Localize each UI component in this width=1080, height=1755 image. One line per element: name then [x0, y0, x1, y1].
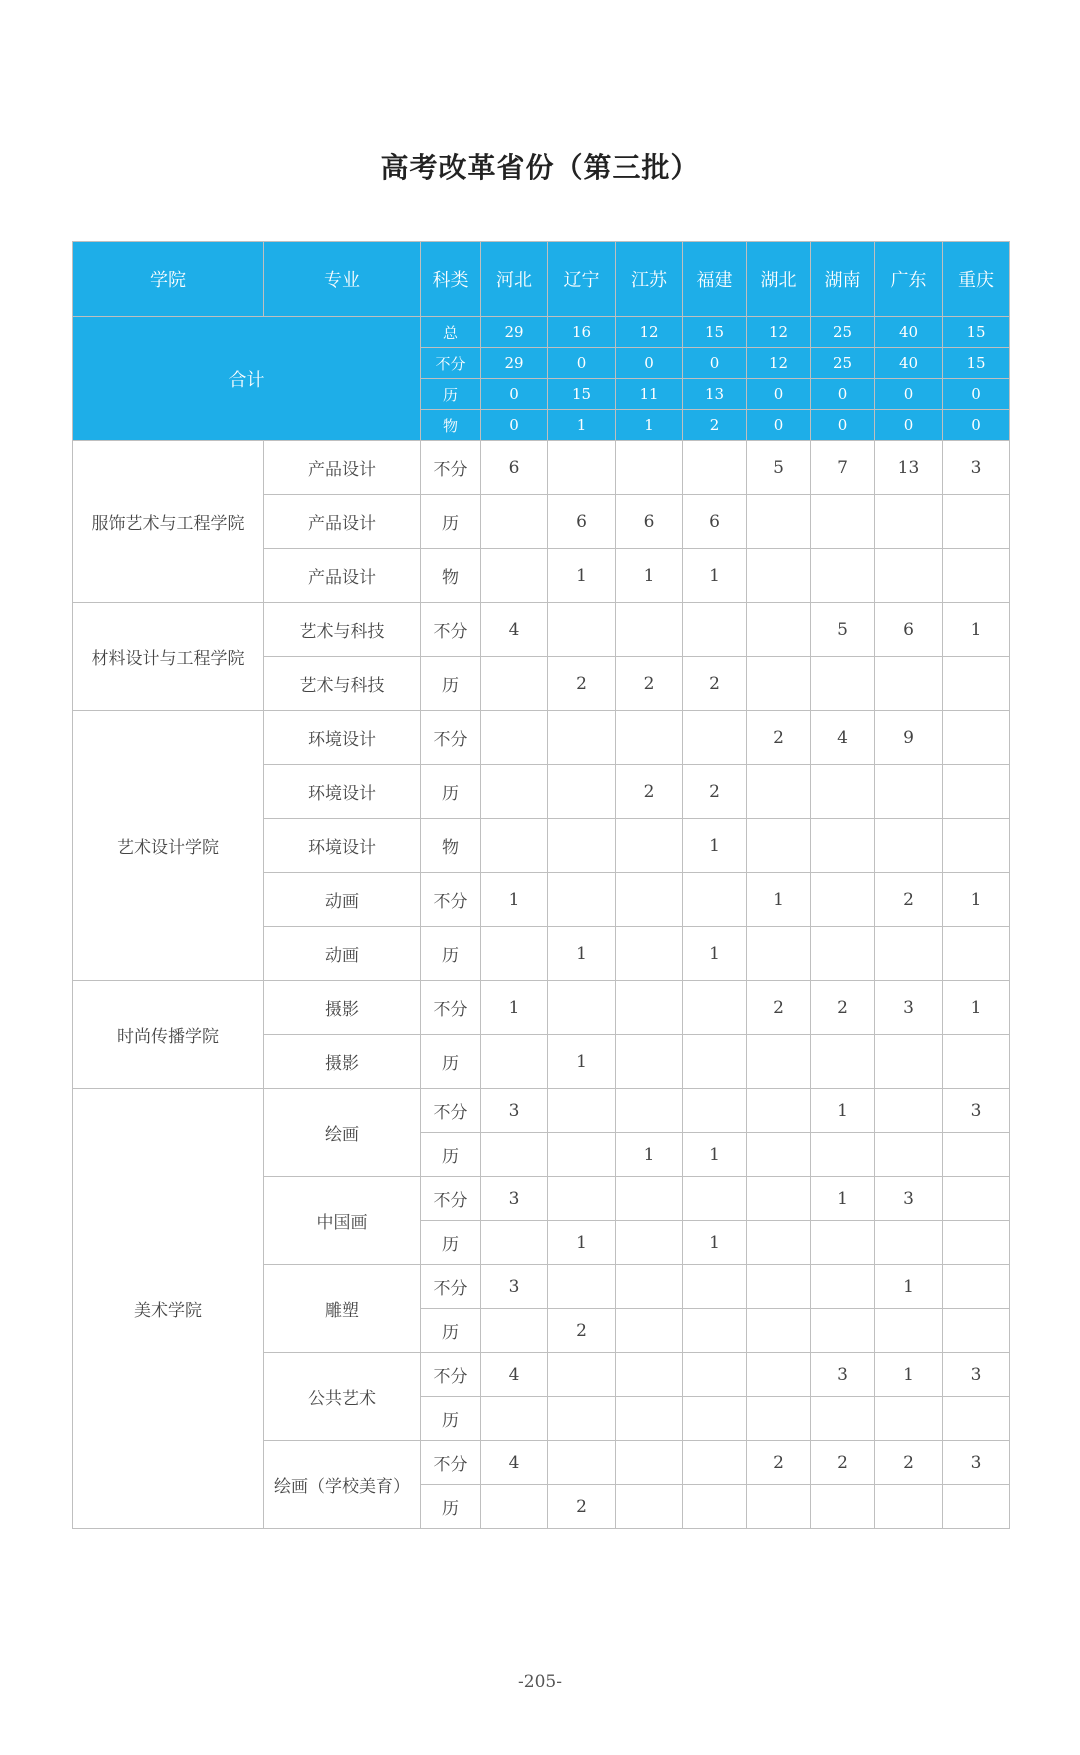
quota-cell	[683, 1485, 747, 1529]
quota-cell	[548, 1353, 616, 1397]
quota-cell: 2	[747, 981, 811, 1035]
quota-cell	[481, 1035, 548, 1089]
quota-cell	[875, 1089, 943, 1133]
summary-value: 0	[811, 379, 875, 410]
quota-cell: 1	[481, 981, 548, 1035]
major-name: 摄影	[264, 981, 421, 1035]
quota-cell: 5	[747, 441, 811, 495]
quota-cell: 13	[875, 441, 943, 495]
major-name: 环境设计	[264, 765, 421, 819]
category-cell: 不分	[421, 603, 481, 657]
quota-cell	[683, 981, 747, 1035]
quota-cell	[481, 1397, 548, 1441]
quota-cell	[481, 1133, 548, 1177]
quota-cell: 3	[875, 981, 943, 1035]
quota-cell: 1	[943, 981, 1010, 1035]
major-name: 动画	[264, 873, 421, 927]
quota-cell: 2	[875, 1441, 943, 1485]
category-cell: 历	[421, 927, 481, 981]
quota-cell: 1	[683, 549, 747, 603]
quota-cell	[875, 495, 943, 549]
summary-value: 25	[811, 317, 875, 348]
header-province: 湖北	[747, 242, 811, 317]
summary-value: 15	[943, 317, 1010, 348]
header-province: 广东	[875, 242, 943, 317]
quota-cell: 1	[811, 1089, 875, 1133]
quota-cell	[747, 549, 811, 603]
quota-cell	[943, 1133, 1010, 1177]
quota-cell	[875, 1133, 943, 1177]
quota-cell	[747, 1309, 811, 1353]
quota-cell: 1	[481, 873, 548, 927]
quota-cell: 2	[616, 657, 683, 711]
quota-cell: 1	[683, 819, 747, 873]
quota-cell	[481, 657, 548, 711]
quota-cell: 6	[548, 495, 616, 549]
quota-cell: 3	[481, 1177, 548, 1221]
major-name: 产品设计	[264, 549, 421, 603]
summary-value: 15	[548, 379, 616, 410]
quota-cell	[875, 1035, 943, 1089]
summary-value: 0	[811, 410, 875, 441]
category-cell: 不分	[421, 1089, 481, 1133]
quota-cell	[875, 819, 943, 873]
quota-cell	[747, 1177, 811, 1221]
quota-cell: 4	[481, 603, 548, 657]
summary-type: 不分	[421, 348, 481, 379]
major-name: 产品设计	[264, 441, 421, 495]
quota-cell: 1	[683, 927, 747, 981]
quota-cell	[481, 711, 548, 765]
quota-cell: 1	[943, 873, 1010, 927]
summary-value: 0	[481, 410, 548, 441]
quota-cell	[747, 1089, 811, 1133]
quota-cell	[548, 765, 616, 819]
quota-cell: 2	[683, 657, 747, 711]
major-name: 环境设计	[264, 819, 421, 873]
quota-cell	[875, 549, 943, 603]
quota-cell	[943, 1397, 1010, 1441]
quota-cell: 3	[943, 1089, 1010, 1133]
quota-cell	[683, 1309, 747, 1353]
quota-cell: 1	[616, 1133, 683, 1177]
summary-value: 2	[683, 410, 747, 441]
summary-value: 1	[548, 410, 616, 441]
category-cell: 历	[421, 1221, 481, 1265]
summary-value: 0	[683, 348, 747, 379]
quota-cell	[616, 1309, 683, 1353]
header-province: 湖南	[811, 242, 875, 317]
summary-value: 40	[875, 348, 943, 379]
category-cell: 不分	[421, 981, 481, 1035]
header-province: 辽宁	[548, 242, 616, 317]
major-name: 绘画	[264, 1089, 421, 1177]
table-body	[73, 441, 1010, 1529]
quota-cell: 6	[481, 441, 548, 495]
summary-value: 0	[875, 410, 943, 441]
quota-cell: 2	[548, 1485, 616, 1529]
quota-cell: 7	[811, 441, 875, 495]
quota-cell: 1	[683, 1221, 747, 1265]
quota-cell	[811, 495, 875, 549]
page-number: -205-	[518, 1672, 562, 1692]
quota-cell: 2	[811, 981, 875, 1035]
quota-cell	[481, 765, 548, 819]
quota-cell	[616, 711, 683, 765]
quota-cell: 1	[747, 873, 811, 927]
quota-cell: 1	[548, 1221, 616, 1265]
category-cell: 物	[421, 819, 481, 873]
summary-value: 12	[616, 317, 683, 348]
quota-cell	[747, 657, 811, 711]
quota-cell	[943, 1309, 1010, 1353]
quota-cell	[683, 441, 747, 495]
summary-value: 0	[616, 348, 683, 379]
category-cell: 历	[421, 1309, 481, 1353]
quota-cell	[616, 1089, 683, 1133]
quota-cell	[481, 927, 548, 981]
quota-cell: 3	[943, 1353, 1010, 1397]
summary-type: 物	[421, 410, 481, 441]
quota-cell: 1	[548, 1035, 616, 1089]
quota-cell: 2	[548, 1309, 616, 1353]
quota-cell	[548, 1397, 616, 1441]
quota-cell: 1	[548, 549, 616, 603]
quota-cell	[875, 657, 943, 711]
summary-value: 0	[548, 348, 616, 379]
summary-section	[73, 317, 1010, 441]
summary-value: 11	[616, 379, 683, 410]
summary-value: 16	[548, 317, 616, 348]
summary-value: 40	[875, 317, 943, 348]
quota-cell: 2	[747, 711, 811, 765]
major-name: 雕塑	[264, 1265, 421, 1353]
quota-cell	[683, 873, 747, 927]
quota-cell	[811, 1221, 875, 1265]
quota-cell	[548, 873, 616, 927]
table-row	[73, 1089, 1010, 1133]
quota-cell	[683, 711, 747, 765]
summary-value: 0	[943, 410, 1010, 441]
quota-cell	[747, 1485, 811, 1529]
quota-cell	[481, 1221, 548, 1265]
quota-cell: 4	[811, 711, 875, 765]
major-name: 艺术与科技	[264, 657, 421, 711]
quota-cell	[811, 1265, 875, 1309]
quota-cell	[548, 1089, 616, 1133]
quota-cell	[616, 1177, 683, 1221]
summary-value: 15	[943, 348, 1010, 379]
category-cell: 历	[421, 495, 481, 549]
major-name: 公共艺术	[264, 1353, 421, 1441]
summary-value: 15	[683, 317, 747, 348]
quota-cell: 1	[616, 549, 683, 603]
quota-cell	[875, 1309, 943, 1353]
quota-cell	[943, 657, 1010, 711]
quota-cell	[747, 819, 811, 873]
quota-cell: 3	[943, 1441, 1010, 1485]
quota-cell	[747, 1353, 811, 1397]
quota-cell: 2	[548, 657, 616, 711]
quota-cell: 2	[747, 1441, 811, 1485]
page-title: 高考改革省份（第三批）	[380, 151, 700, 184]
category-cell: 不分	[421, 1441, 481, 1485]
quota-cell: 4	[481, 1353, 548, 1397]
category-cell: 不分	[421, 873, 481, 927]
quota-cell	[875, 927, 943, 981]
quota-cell	[481, 1309, 548, 1353]
category-cell: 不分	[421, 441, 481, 495]
college-name: 服饰艺术与工程学院	[73, 441, 264, 603]
quota-cell	[811, 819, 875, 873]
quota-cell	[683, 1441, 747, 1485]
quota-cell	[875, 1397, 943, 1441]
quota-cell: 6	[683, 495, 747, 549]
table-row	[73, 981, 1010, 1035]
major-name: 产品设计	[264, 495, 421, 549]
category-cell: 不分	[421, 1265, 481, 1309]
quota-cell	[616, 1353, 683, 1397]
quota-cell	[943, 765, 1010, 819]
college-name: 材料设计与工程学院	[73, 603, 264, 711]
college-name: 时尚传播学院	[73, 981, 264, 1089]
table-row	[73, 441, 1010, 495]
major-name: 动画	[264, 927, 421, 981]
quota-cell	[683, 1177, 747, 1221]
quota-cell	[747, 1265, 811, 1309]
header-college: 学院	[73, 242, 264, 317]
quota-cell	[875, 765, 943, 819]
quota-cell	[811, 1485, 875, 1529]
quota-cell: 9	[875, 711, 943, 765]
quota-cell: 6	[616, 495, 683, 549]
quota-cell	[811, 549, 875, 603]
quota-cell	[683, 1089, 747, 1133]
summary-value: 29	[481, 348, 548, 379]
quota-cell	[616, 981, 683, 1035]
summary-value: 0	[943, 379, 1010, 410]
major-name: 中国画	[264, 1177, 421, 1265]
header-row	[73, 242, 1010, 317]
quota-cell: 1	[811, 1177, 875, 1221]
quota-cell	[683, 1397, 747, 1441]
quota-cell	[683, 1265, 747, 1309]
quota-cell	[943, 927, 1010, 981]
quota-cell	[747, 1397, 811, 1441]
quota-cell: 4	[481, 1441, 548, 1485]
major-name: 艺术与科技	[264, 603, 421, 657]
quota-cell	[481, 549, 548, 603]
category-cell: 历	[421, 1397, 481, 1441]
quota-cell	[548, 819, 616, 873]
quota-cell: 3	[943, 441, 1010, 495]
quota-cell	[875, 1485, 943, 1529]
quota-cell: 1	[548, 927, 616, 981]
summary-type: 总	[421, 317, 481, 348]
quota-cell	[616, 1397, 683, 1441]
category-cell: 历	[421, 1485, 481, 1529]
quota-cell: 1	[875, 1353, 943, 1397]
table-row	[73, 711, 1010, 765]
quota-cell	[548, 603, 616, 657]
major-name: 摄影	[264, 1035, 421, 1089]
summary-value: 0	[747, 379, 811, 410]
quota-cell	[811, 1035, 875, 1089]
quota-cell	[875, 1221, 943, 1265]
quota-cell	[548, 441, 616, 495]
category-cell: 不分	[421, 1177, 481, 1221]
summary-value: 25	[811, 348, 875, 379]
quota-cell	[747, 1221, 811, 1265]
quota-cell	[616, 1441, 683, 1485]
summary-value: 0	[875, 379, 943, 410]
quota-cell: 6	[875, 603, 943, 657]
summary-row	[73, 317, 1010, 348]
summary-value: 29	[481, 317, 548, 348]
quota-cell	[616, 873, 683, 927]
quota-cell	[747, 603, 811, 657]
quota-cell	[616, 1265, 683, 1309]
quota-cell	[811, 765, 875, 819]
summary-type: 历	[421, 379, 481, 410]
quota-cell	[747, 765, 811, 819]
quota-cell	[481, 495, 548, 549]
category-cell: 历	[421, 1133, 481, 1177]
quota-cell	[481, 1485, 548, 1529]
quota-cell	[943, 549, 1010, 603]
quota-cell	[747, 1035, 811, 1089]
quota-cell: 1	[943, 603, 1010, 657]
quota-cell	[747, 927, 811, 981]
quota-cell: 2	[616, 765, 683, 819]
header-province: 重庆	[943, 242, 1010, 317]
quota-cell: 3	[481, 1089, 548, 1133]
summary-label: 合计	[73, 317, 421, 441]
category-cell: 历	[421, 657, 481, 711]
quota-cell	[616, 819, 683, 873]
quota-cell	[548, 711, 616, 765]
header-major: 专业	[264, 242, 421, 317]
quota-cell: 5	[811, 603, 875, 657]
table-row	[73, 603, 1010, 657]
quota-cell	[943, 819, 1010, 873]
quota-cell	[616, 927, 683, 981]
quota-cell	[616, 1221, 683, 1265]
quota-cell: 3	[481, 1265, 548, 1309]
quota-cell	[811, 1309, 875, 1353]
quota-cell	[943, 1221, 1010, 1265]
summary-value: 0	[481, 379, 548, 410]
quota-cell	[683, 1353, 747, 1397]
quota-cell	[616, 441, 683, 495]
summary-value: 0	[747, 410, 811, 441]
category-cell: 不分	[421, 711, 481, 765]
quota-cell	[548, 981, 616, 1035]
quota-cell	[943, 495, 1010, 549]
quota-cell	[811, 873, 875, 927]
summary-value: 12	[747, 348, 811, 379]
college-name: 美术学院	[73, 1089, 264, 1529]
quota-cell	[747, 495, 811, 549]
summary-value: 1	[616, 410, 683, 441]
quota-cell: 1	[875, 1265, 943, 1309]
quota-cell: 2	[811, 1441, 875, 1485]
summary-value: 13	[683, 379, 747, 410]
quota-cell	[548, 1265, 616, 1309]
quota-cell	[683, 603, 747, 657]
quota-cell: 2	[683, 765, 747, 819]
quota-cell	[811, 927, 875, 981]
category-cell: 历	[421, 1035, 481, 1089]
header-province: 福建	[683, 242, 747, 317]
quota-cell	[747, 1133, 811, 1177]
category-cell: 物	[421, 549, 481, 603]
header-province: 江苏	[616, 242, 683, 317]
quota-cell	[616, 1485, 683, 1529]
header-province: 河北	[481, 242, 548, 317]
quota-cell	[811, 1133, 875, 1177]
category-cell: 不分	[421, 1353, 481, 1397]
quota-cell: 3	[875, 1177, 943, 1221]
quota-cell	[616, 1035, 683, 1089]
quota-cell	[943, 1177, 1010, 1221]
quota-cell	[943, 711, 1010, 765]
quota-cell	[616, 603, 683, 657]
quota-cell: 2	[875, 873, 943, 927]
quota-cell	[943, 1265, 1010, 1309]
college-name: 艺术设计学院	[73, 711, 264, 981]
quota-cell	[811, 1397, 875, 1441]
quota-cell	[683, 1035, 747, 1089]
enrollment-table	[72, 241, 1010, 1529]
summary-value: 12	[747, 317, 811, 348]
quota-cell	[481, 819, 548, 873]
major-name: 绘画（学校美育）	[264, 1441, 421, 1529]
major-name: 环境设计	[264, 711, 421, 765]
quota-cell	[811, 657, 875, 711]
quota-cell	[548, 1133, 616, 1177]
quota-cell	[548, 1177, 616, 1221]
quota-cell: 1	[683, 1133, 747, 1177]
quota-cell	[548, 1441, 616, 1485]
quota-cell: 3	[811, 1353, 875, 1397]
quota-cell	[943, 1035, 1010, 1089]
header-category: 科类	[421, 242, 481, 317]
category-cell: 历	[421, 765, 481, 819]
quota-cell	[943, 1485, 1010, 1529]
